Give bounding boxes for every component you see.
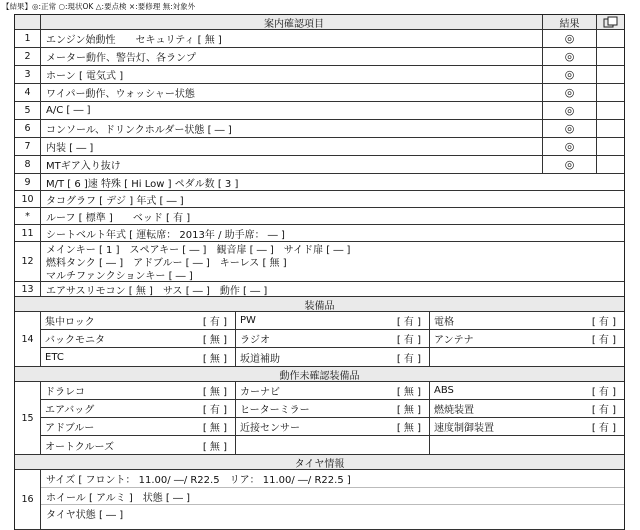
check-item-row (15, 102, 624, 120)
equipment-cell (235, 330, 429, 347)
equip-value: [ 無 ] (202, 441, 227, 453)
item-result: ◎ (542, 120, 596, 137)
unverified-cell (235, 382, 429, 399)
equipment-cell (429, 330, 624, 347)
unverified-block (15, 382, 624, 455)
equip-value: [ 有 ] (202, 405, 227, 416)
item-text: MTギア入り抜け (46, 161, 121, 172)
transmission-info: M/T [ 6 ]速 特殊 [ Hi Low ] ペダル数 [ 3 ] (46, 178, 239, 190)
equip-value: [ 有 ] (591, 423, 616, 434)
row-num: 14 (15, 312, 41, 366)
equip-label: 電格 (434, 317, 454, 328)
keys-line-1: メインキー [ 1 ] スペアキー [ ― ] 観音扉 [ ― ] サイド扉 [ ― ] (46, 245, 351, 256)
seatbelt-row (15, 225, 624, 242)
check-item-row (15, 48, 624, 66)
equip-value: [ 無 ] (396, 423, 421, 434)
row-num: 9 (15, 174, 41, 190)
item-result: ◎ (542, 138, 596, 155)
unverified-cell (41, 436, 235, 454)
equip-value: [ 有 ] (202, 317, 227, 328)
item-num: 1 (15, 30, 41, 47)
item-num: 6 (15, 120, 41, 137)
item-text: メーター動作、警告灯、各ランプ (46, 53, 196, 64)
item-result: ◎ (542, 102, 596, 119)
equipment-cell (429, 348, 624, 366)
item-text: ワイパー動作、ウォッシャー状態 (46, 89, 195, 100)
equip-label: 燃焼装置 (434, 405, 474, 416)
item-text: コンソール、ドリンクホルダー状態 [ ― ] (46, 125, 232, 136)
header-num-cell (15, 15, 41, 29)
airsus-info: エアサスリモコン [ 無 ] サス [ ― ] 動作 [ ― ] (46, 285, 268, 296)
item-num: 2 (15, 48, 41, 65)
equip-label: ドラレコ (45, 387, 85, 398)
equip-value: [ 無 ] (202, 353, 227, 365)
empty-cell (596, 66, 624, 83)
unverified-row (41, 382, 624, 400)
check-item-row (15, 84, 624, 102)
row-num: * (15, 208, 41, 224)
equip-label: アドブルー (45, 423, 95, 434)
tachograph-row (15, 191, 624, 208)
inspection-sheet (14, 14, 625, 530)
equip-value: [ 有 ] (396, 335, 421, 346)
equip-value: [ 有 ] (591, 335, 616, 346)
item-result: ◎ (542, 156, 596, 173)
unverified-section-title: 動作未確認装備品 (15, 367, 624, 382)
tire-block (15, 470, 624, 530)
unverified-cell (41, 382, 235, 399)
equip-value: [ 無 ] (202, 387, 227, 398)
item-num: 4 (15, 84, 41, 101)
unverified-cell (429, 436, 624, 454)
header-title: 案内確認項目 (264, 18, 324, 29)
item-result: ◎ (542, 48, 596, 65)
unverified-cell (235, 400, 429, 417)
copy-icon (596, 15, 624, 29)
unverified-row (41, 418, 624, 436)
empty-cell (596, 84, 624, 101)
equipment-row (41, 312, 624, 330)
header-row (15, 15, 624, 30)
row-num: 16 (15, 470, 41, 529)
unverified-row (41, 436, 624, 454)
tire-size: サイズ [ フロント： 11.00/ ―/ R22.5 リア： 11.00/ ―/ R22.5 ] (46, 475, 351, 486)
equip-value: [ 有 ] (591, 405, 616, 416)
equip-label: エアバッグ (45, 405, 95, 416)
equipment-row (41, 348, 624, 366)
header-result-label: 結果 (542, 15, 596, 29)
equip-label: ラジオ (240, 335, 270, 346)
unverified-cell (41, 400, 235, 417)
equip-value: [ 無 ] (396, 387, 421, 398)
check-items (15, 30, 624, 174)
check-item-row (15, 66, 624, 84)
check-item-row (15, 30, 624, 48)
equip-label: アンテナ (434, 335, 474, 346)
airsus-row (15, 282, 624, 297)
row-num: 15 (15, 382, 41, 454)
empty-cell (596, 138, 624, 155)
empty-cell (596, 102, 624, 119)
keys-line-3: マルチファンクションキー [ ― ] (46, 271, 193, 282)
equip-value: [ 無 ] (396, 405, 421, 416)
equip-value: [ 有 ] (591, 387, 616, 398)
item-num: 3 (15, 66, 41, 83)
equip-label: カーナビ (240, 387, 280, 398)
equipment-cell (235, 312, 429, 329)
item-num: 7 (15, 138, 41, 155)
equipment-section-title: 装備品 (15, 297, 624, 312)
empty-cell (596, 30, 624, 47)
equip-label: 坂道補助 (240, 353, 280, 365)
equipment-cell (235, 348, 429, 366)
row-num: 12 (15, 242, 41, 281)
unverified-cell (429, 382, 624, 399)
item-result: ◎ (542, 30, 596, 47)
equip-label: オートクルーズ (45, 441, 114, 453)
item-text: A/C [ ― ] (46, 105, 91, 116)
row-num: 10 (15, 191, 41, 207)
row-num: 11 (15, 225, 41, 241)
empty-cell (596, 48, 624, 65)
item-text: ホーン [ 電気式 ] (46, 71, 124, 82)
tire-condition: タイヤ状態 [ ― ] (41, 504, 624, 521)
equip-value: [ 有 ] (591, 317, 616, 328)
roof-row (15, 208, 624, 225)
equip-value: [ 有 ] (396, 317, 421, 328)
item-num: 8 (15, 156, 41, 173)
unverified-cell (429, 400, 624, 417)
item-text: 内装 [ ― ] (46, 143, 94, 154)
equip-label: 集中ロック (45, 317, 95, 328)
keys-block (15, 242, 624, 282)
unverified-cell (41, 418, 235, 435)
empty-cell (596, 120, 624, 137)
tachograph-info: タコグラフ [ デジ ] 年式 [ ― ] (46, 195, 184, 207)
equip-label: ヒーターミラー (240, 405, 310, 416)
item-result: ◎ (542, 66, 596, 83)
equip-value: [ 無 ] (202, 423, 227, 434)
item-result: ◎ (542, 84, 596, 101)
equipment-row (41, 330, 624, 348)
transmission-row (15, 174, 624, 191)
equip-label: ABS (434, 385, 454, 396)
check-item-row (15, 138, 624, 156)
item-num: 5 (15, 102, 41, 119)
unverified-cell (429, 418, 624, 435)
keys-line-2: 燃料タンク [ ― ] アドブルー [ ― ] キーレス [ 無 ] (46, 258, 287, 269)
equip-label: 速度制御装置 (434, 423, 494, 434)
unverified-cell (235, 418, 429, 435)
equip-label: PW (240, 315, 256, 326)
equip-label: バックモニタ (45, 335, 105, 346)
equipment-cell (41, 312, 235, 329)
equip-value: [ 有 ] (396, 353, 421, 365)
roof-bed-info: ルーフ [ 標準 ] ベッド [ 有 ] (46, 212, 191, 224)
equip-label: ETC (45, 351, 64, 363)
equipment-cell (429, 312, 624, 329)
unverified-row (41, 400, 624, 418)
empty-cell (596, 156, 624, 173)
equipment-cell (41, 330, 235, 347)
seatbelt-info: シートベルト年式 [ 運転席： 2013年 / 助手席： ― ] (46, 229, 285, 241)
equip-value: [ 無 ] (202, 335, 227, 346)
tire-section-title: タイヤ情報 (15, 455, 624, 470)
row-num: 13 (15, 282, 41, 296)
item-text: エンジン始動性 セキュリティ [ 無 ] (46, 35, 222, 46)
result-legend: 【結果】◎:正常 ○:現状OK △:要点検 ×:要修理 無:対象外 (2, 2, 196, 11)
equipment-block (15, 312, 624, 367)
equipment-cell (41, 348, 235, 366)
wheel-info: ホイール [ アルミ ] 状態 [ ― ] (41, 487, 624, 504)
check-item-row (15, 156, 624, 174)
unverified-cell (235, 436, 429, 454)
equip-label: 近接センサー (240, 423, 300, 434)
check-item-row (15, 120, 624, 138)
